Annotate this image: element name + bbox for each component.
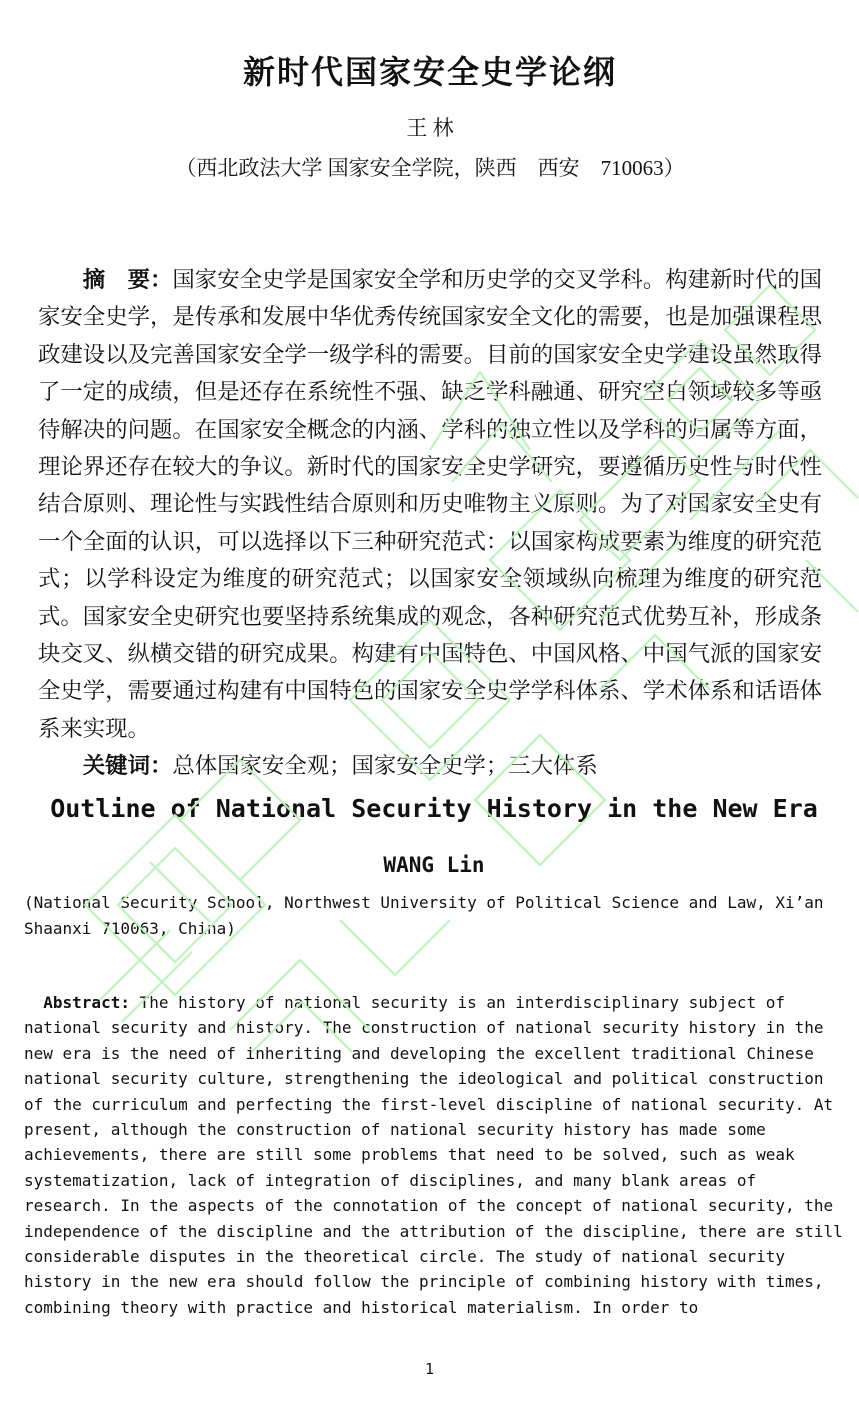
- paper-title-zh: 新时代国家安全史学论纲: [242, 54, 617, 90]
- chinese-section: [38, 0, 822, 785]
- abstract-label-zh: 摘 要：: [82, 267, 173, 292]
- abstract-zh: [38, 261, 822, 747]
- abstract-en: [24, 990, 844, 1320]
- author-zh: 王 林: [406, 116, 454, 140]
- author-en: WANG Lin: [383, 853, 485, 877]
- abstract-spacer: [130, 993, 140, 1012]
- english-section: [24, 790, 844, 1320]
- page-number: 1: [424, 1360, 435, 1378]
- abstract-text-en: The history of national security is an interdisciplinary subject of national security and history. The construction of national security history in the new era is the need of inheriting and developing the excellent traditional Chinese national security culture, strengthening the ideological and political construction of the curriculum and perfecting the first-level discipline of national security. At present, although the construction of national security history has made some achievements, there are still some problems that need to be solved, such as weak systematization, lack of integration of disciplines, and many blank areas of research. In the aspects of the connotation of the concept of national security, the independence of the discipline and the attribution of the discipline, there are still considerable disputes in the theoretical circle. The study of national security history in the new era should follow the principle of combining history with times, combining theory with practice and historical materialism. In order to: [24, 993, 843, 1317]
- abstract-text-zh: 国家安全史学是国家安全学和历史学的交叉学科。构建新时代的国家安全史学，是传承和发展中华优秀传统国家安全文化的需要，也是加强课程思政建设以及完善国家安全学一级学科的需要。目前的国家安全史学建设虽然取得了一定的成绩，但是还存在系统性不强、缺乏学科融通、研究空白领域较多等亟待解决的问题。在国家安全概念的内涵、学科的独立性以及学科的归属等方面，理论界还存在较大的争议。新时代的国家安全史学研究，要遵循历史性与时代性结合原则、理论性与实践性结合原则和历史唯物主义原则。为了对国家安全史有一个全面的认识，可以选择以下三种研究范式：以国家构成要素为维度的研究范式；以学科设定为维度的研究范式；以国家安全领域纵向梳理为维度的研究范式。国家安全史研究也要坚持系统集成的观念，各种研究范式优势互补，形成条块交叉、纵横交错的研究成果。构建有中国特色、中国风格、中国气派的国家安全史学，需要通过构建有中国特色的国家安全史学学科体系、学术体系和话语体系来实现。: [38, 267, 823, 741]
- paper-title-en: Outline of National Security History in the New Era: [50, 794, 818, 823]
- abstract-label-en: Abstract:: [43, 993, 130, 1012]
- affiliation-en: (National Security School, Northwest University of Political Science and Law, Xi’an Shaanxi 710063, China): [24, 893, 824, 938]
- keywords-text-zh: 总体国家安全观；国家安全史学；三大体系: [172, 753, 598, 779]
- keywords-label-zh: 关键词：: [82, 753, 173, 779]
- keywords-zh: [38, 747, 822, 784]
- affiliation-zh: （西北政法大学 国家安全学院，陕西 西安 710063）: [175, 156, 685, 180]
